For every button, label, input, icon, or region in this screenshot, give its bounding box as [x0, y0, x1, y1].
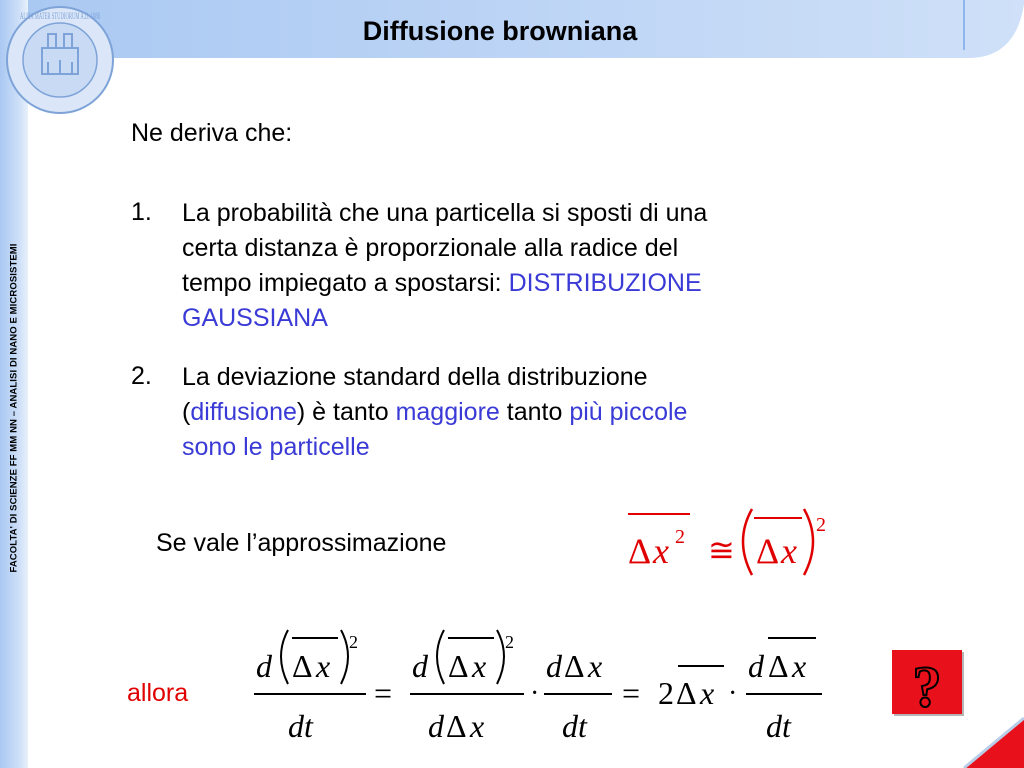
svg-text:Δ: Δ — [448, 648, 469, 684]
item1-line1: La probabilità che una particella si sposti di una — [182, 199, 708, 227]
svg-text:x: x — [316, 648, 331, 684]
approx-label: Se vale l’approssimazione — [156, 529, 447, 557]
svg-text:·: · — [728, 678, 738, 709]
sidebar-caption: FACOLTA' DI SCIENZE FF MM NN – ANALISI DI NANO E MICROSISTEMI — [8, 242, 20, 573]
svg-text:x: x — [470, 708, 485, 744]
item1-line3-text: tempo impiegato a spostarsi: — [182, 269, 509, 297]
corner-decoration — [954, 708, 1024, 768]
svg-text:?: ? — [912, 654, 942, 719]
svg-text:·: · — [530, 678, 540, 709]
svg-text:Δ: Δ — [446, 708, 467, 744]
item2-line3: sono le particelle — [182, 433, 370, 461]
svg-text:dt: dt — [288, 708, 313, 744]
svg-text:2: 2 — [505, 632, 514, 652]
svg-text:Δ: Δ — [676, 675, 697, 711]
paren-open: ( — [182, 398, 191, 426]
svg-text:=: = — [622, 675, 641, 711]
slide-title: Diffusione browniana — [362, 16, 638, 46]
item2-line1: La deviazione standard della distribuzione — [182, 363, 648, 391]
list-number-2: 2. — [131, 362, 152, 390]
svg-text:Δ: Δ — [564, 648, 585, 684]
item1-line3 — [182, 266, 707, 301]
intro-text: Ne deriva che: — [131, 119, 293, 147]
derivative-equation — [248, 622, 838, 752]
svg-text:d: d — [256, 648, 272, 684]
svg-text:2: 2 — [675, 526, 685, 548]
svg-text:dt: dt — [562, 708, 587, 744]
gaussian-term-part1: DISTRIBUZIONE — [508, 269, 702, 297]
question-mark-icon — [892, 650, 962, 719]
svg-text:x: x — [472, 648, 487, 684]
gaussian-term-part2: GAUSSIANA — [182, 304, 328, 332]
help-button[interactable] — [892, 650, 962, 719]
item2-connector: ) è tanto — [296, 398, 396, 426]
svg-text:x: x — [653, 531, 669, 571]
smaller-term: più piccole — [569, 398, 688, 426]
svg-text:=: = — [374, 675, 393, 711]
svg-text:x: x — [792, 648, 807, 684]
svg-text:Δ: Δ — [292, 648, 313, 684]
svg-text:d: d — [748, 648, 764, 684]
svg-text:Δ: Δ — [628, 531, 652, 571]
list-item-1 — [182, 196, 707, 336]
svg-text:x: x — [781, 531, 797, 571]
svg-text:2: 2 — [349, 632, 358, 652]
svg-text:Δ: Δ — [768, 648, 789, 684]
svg-text:ALMA MATER STUDIORUM A.D. 1088: ALMA MATER STUDIORUM A.D. 1088 — [20, 11, 101, 21]
svg-text:x: x — [588, 648, 603, 684]
svg-text:d: d — [428, 708, 444, 744]
item2-connector-2: tanto — [499, 398, 570, 426]
svg-text:2: 2 — [816, 514, 826, 536]
then-label: allora — [127, 679, 189, 707]
svg-text:dt: dt — [766, 708, 791, 744]
svg-text:x: x — [700, 675, 715, 711]
item2-line2 — [182, 395, 687, 430]
svg-text:Δ: Δ — [756, 531, 780, 571]
approximation-equation — [620, 505, 840, 585]
list-number-1: 1. — [131, 198, 152, 226]
list-item-2 — [182, 360, 687, 465]
svg-text:d: d — [546, 648, 562, 684]
diffusion-term: diffusione — [190, 398, 297, 426]
svg-text:≅: ≅ — [708, 532, 735, 568]
university-seal-logo — [4, 4, 116, 116]
svg-text:d: d — [412, 648, 428, 684]
item1-line2: certa distanza è proporzionale alla radice del — [182, 234, 679, 262]
svg-text:2: 2 — [658, 675, 674, 711]
greater-term: maggiore — [395, 398, 500, 426]
